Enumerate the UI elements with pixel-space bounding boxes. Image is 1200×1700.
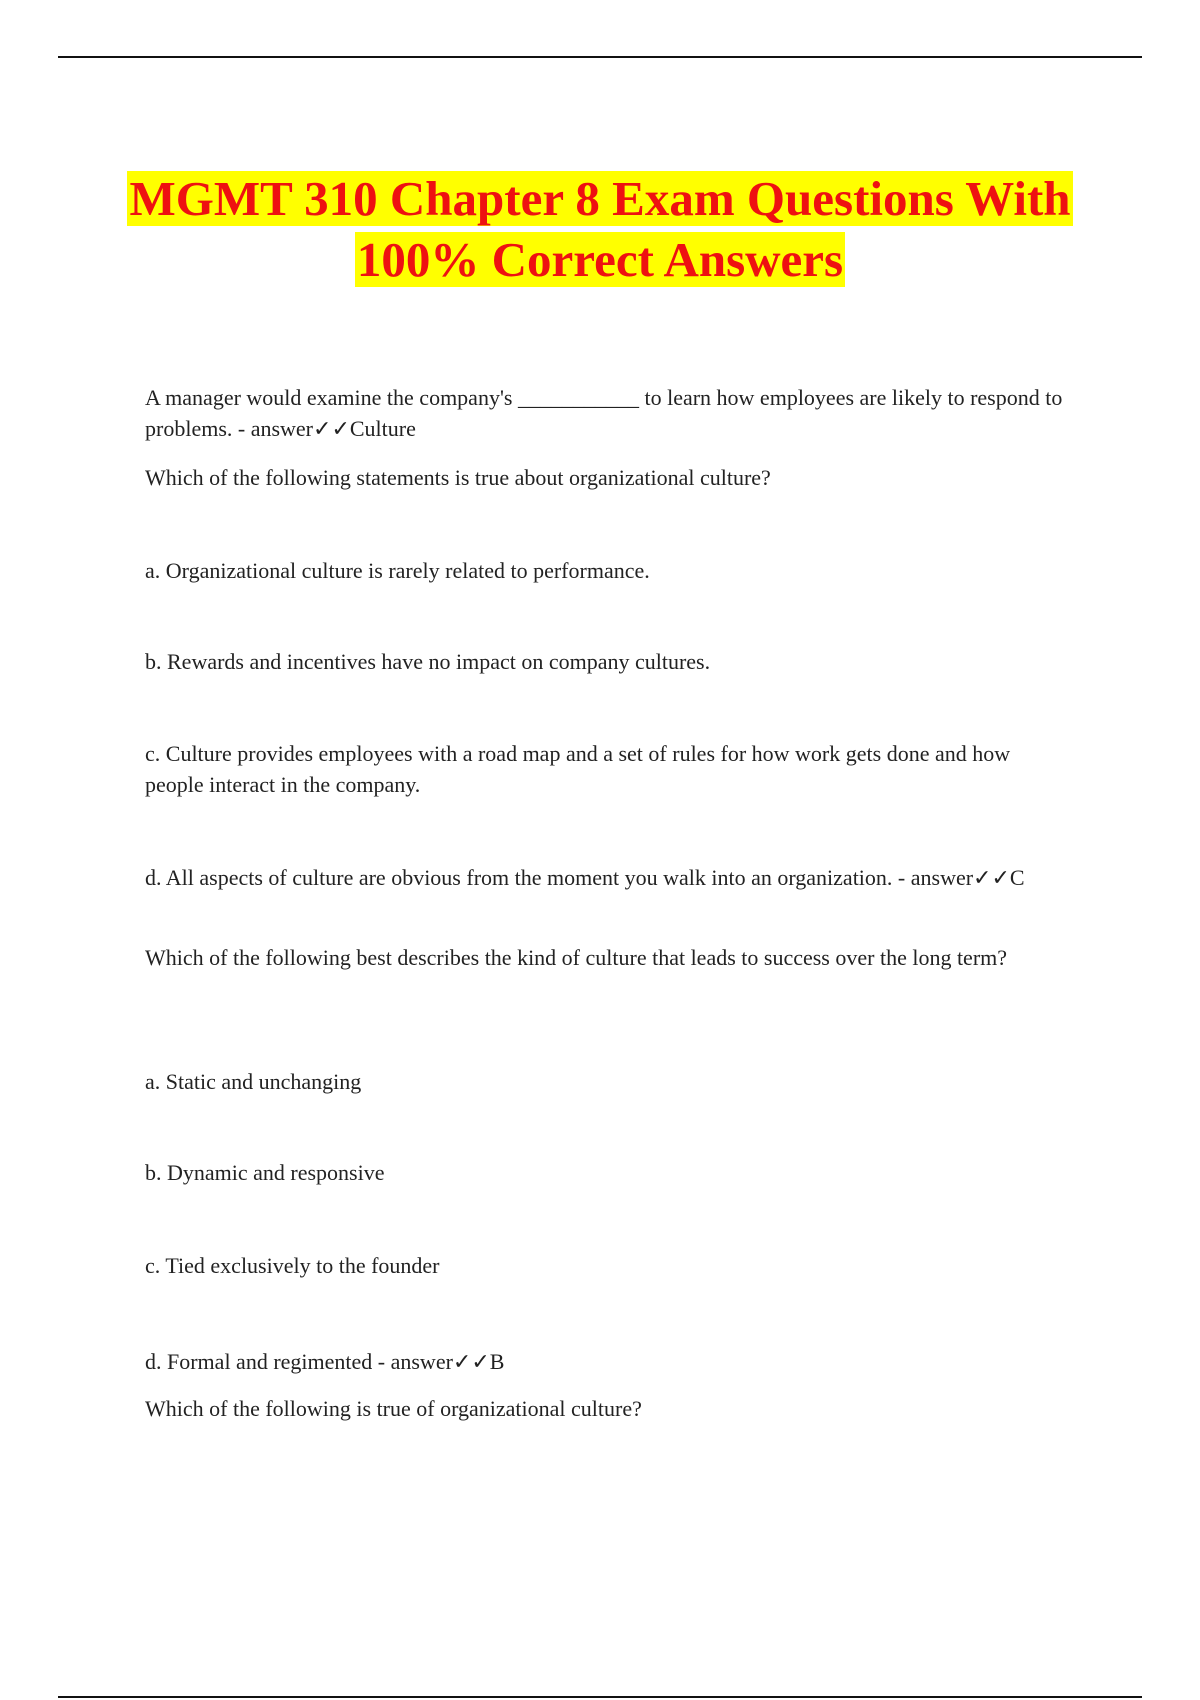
question-3-option-a: a. Static and unchanging: [145, 1069, 362, 1094]
question-3-option-b: b. Dynamic and responsive: [145, 1160, 385, 1185]
top-rule: [58, 56, 1142, 58]
question-2-option-b: b. Rewards and incentives have no impact on company cultures.: [145, 649, 711, 674]
question-2-option-a: a. Organizational culture is rarely related to performance.: [145, 558, 650, 583]
question-4-stem: Which of the following is true of organizational culture?: [145, 1396, 642, 1421]
question-2-stem: Which of the following statements is true about organizational culture?: [145, 465, 771, 490]
question-3-stem: Which of the following best describes the kind of culture that leads to success over the long term?: [145, 945, 1008, 970]
document-title: [100, 168, 1100, 290]
bottom-rule: [58, 1696, 1142, 1698]
question-3-option-d-answer: d. Formal and regimented - answer✓✓B: [145, 1349, 505, 1374]
question-2-option-c: c. Culture provides employees with a road map and a set of rules for how work gets done and how people interact in the company.: [145, 741, 1011, 797]
question-3-option-c: c. Tied exclusively to the founder: [145, 1253, 440, 1278]
title-line-1: MGMT 310 Chapter 8 Exam Questions With: [129, 171, 1071, 226]
question-2-option-d-answer: d. All aspects of culture are obvious from the moment you walk into an organization. - answer✓✓C: [145, 865, 1025, 890]
question-1-with-answer: A manager would examine the company's ___________ to learn how employees are likely to respond to problems. - answer✓✓Culture: [145, 385, 1063, 441]
title-line-2: 100% Correct Answers: [356, 232, 844, 287]
